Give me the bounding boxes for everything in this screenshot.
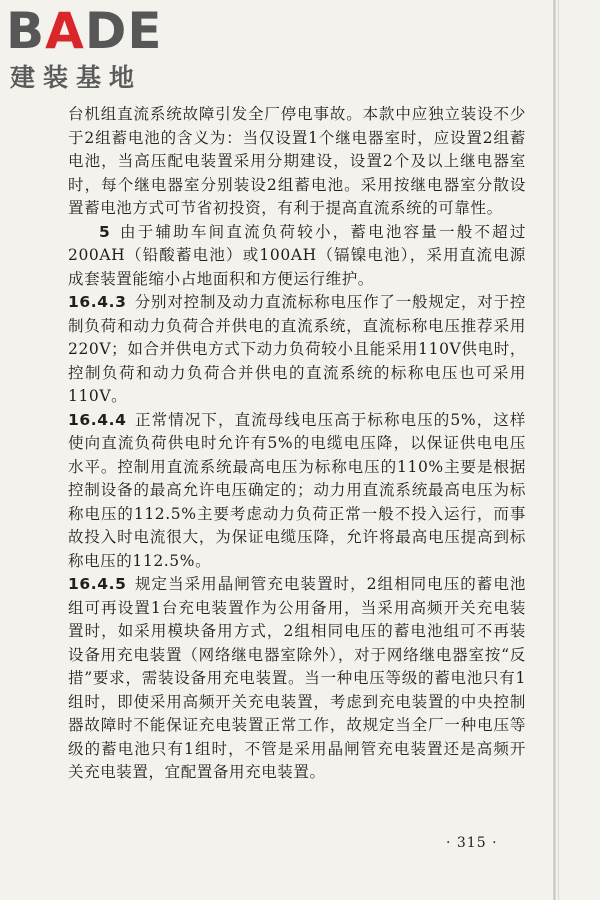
- paragraph-item-5: [68, 221, 526, 292]
- clause-number: 5: [99, 222, 111, 241]
- paragraph-clause-16-4-5: [68, 573, 526, 785]
- clause-number: 16.4.4: [68, 410, 127, 429]
- paragraph-text: 正常情况下，直流母线电压高于标称电压的5%，这样使向直流负荷供电时允许有5%的电缆电压降，以保证供电电压水平。控制用直流系统最高电压为标称电压的110%主要是根据控制设备的最高允许电压确定的；动力用直流系统最高电压为标称电压的112.5%主要考虑动力负荷正常一般不投入运行，而事故投入时电流很大，为保证电缆压降，允许将最高电压提高到标称电压的112.5%。: [68, 410, 526, 570]
- clause-number: 16.4.5: [68, 575, 127, 593]
- logo-letters-de: DE: [84, 2, 163, 60]
- logo-subtitle: 建装基地: [10, 63, 143, 92]
- paragraph-continued: [68, 103, 526, 221]
- paragraph-text: 规定当采用晶闸管充电装置时，2组相同电压的蓄电池组可再设置1台充电装置作为公用备用，当采用高频开关充电装置时，如采用模块备用方式，2组相同电压的蓄电池组可不再装设备用充电装置（网络继电器室除外），对于网络继电器室按“反措”要求，需装设备用充电装置。当一种电压等级的蓄电池只有1组时，即使采用高频开关充电装置，考虑到充电装置的中央控制器故障时不能保证充电装置正常工作，故规定当全厂一种电压等级的蓄电池只有1组时，不管是采用晶闸管充电装置还是高频开关充电装置，宜配置备用充电装置。: [68, 575, 526, 781]
- paragraph-clause-16-4-4: [68, 409, 526, 574]
- page-binding-edge-line: [558, 0, 559, 900]
- logo-letter-b: B: [6, 2, 46, 60]
- logo-wordmark: [6, 4, 163, 58]
- document-body: [68, 103, 526, 785]
- bade-logo: [6, 4, 181, 96]
- paragraph-clause-16-4-3: [68, 291, 526, 409]
- paragraph-text: 分别对控制及动力直流标称电压作了一般规定，对于控制负荷和动力负荷合并供电的直流系统，直流标称电压推荐采用220V；如合并供电方式下动力负荷较小且能采用110V供电时，控制负荷和动力负荷合并供电的直流系统的标称电压也可采用110V。: [68, 293, 526, 405]
- page-binding-edge: [553, 0, 556, 900]
- paragraph-text: 由于辅助车间直流负荷较小，蓄电池容量一般不超过200AH（铅酸蓄电池）或100AH（镉镍电池），采用直流电源成套装置能缩小占地面积和方便运行维护。: [68, 222, 526, 288]
- paragraph-text: 台机组直流系统故障引发全厂停电事故。本款中应独立装设不少于2组蓄电池的含义为：当仅设置1个继电器室时，应设置2组蓄电池，当高压配电装置采用分期建设，设置2个及以上继电器室时，每个继电器室分别装设2组蓄电池。采用按继电器室分散设置蓄电池方式可节省初投资，有利于提高直流系统的可靠性。: [68, 105, 526, 217]
- clause-number: 16.4.3: [68, 293, 127, 311]
- page-number: · 315 ·: [446, 835, 498, 851]
- logo-letter-a: A: [45, 2, 85, 60]
